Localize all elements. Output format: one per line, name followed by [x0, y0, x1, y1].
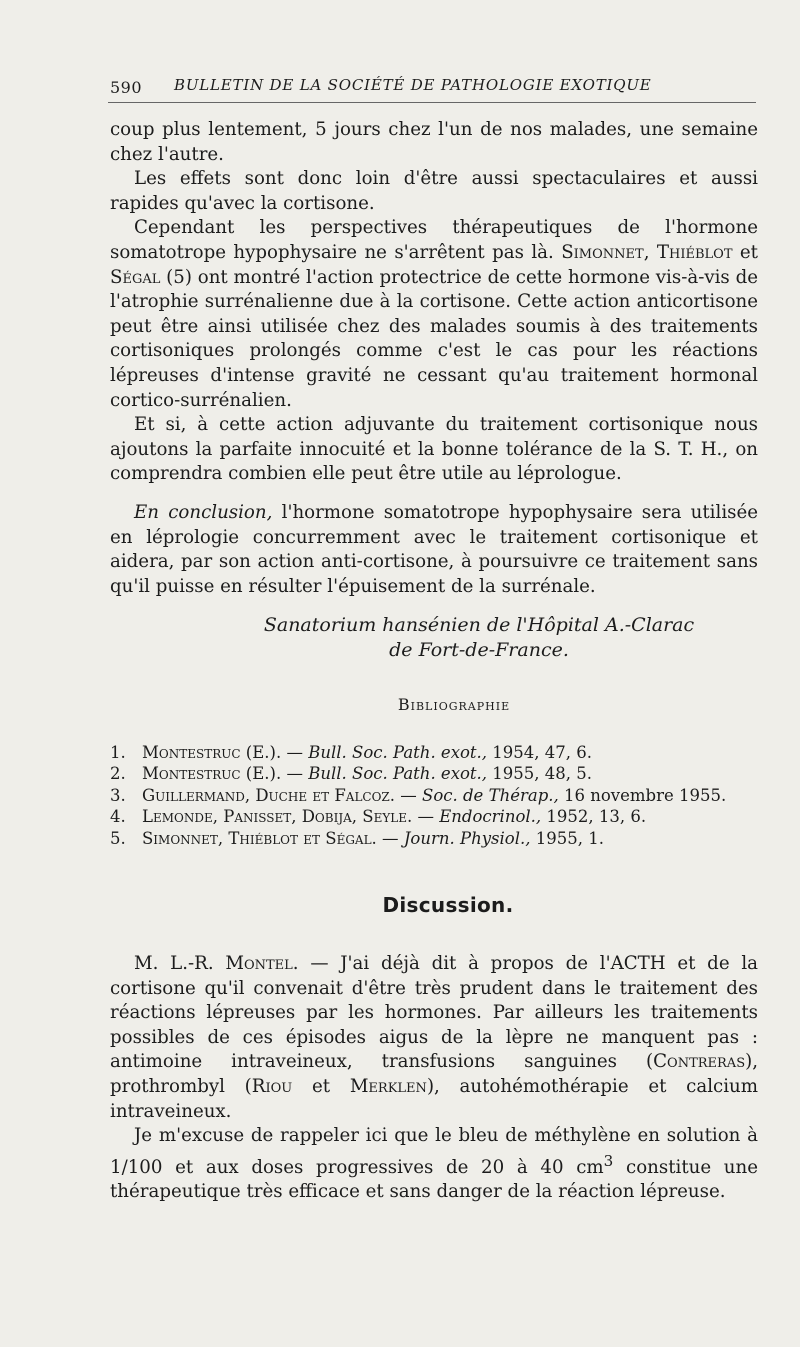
reference-sep: — — [376, 828, 404, 848]
article-body — [110, 118, 758, 1205]
text-run: ), prothrombyl ( — [110, 1051, 758, 1097]
text-run: et — [311, 1075, 331, 1097]
reference-sep: — — [281, 742, 309, 762]
discussion-section — [110, 952, 758, 1205]
header-rule — [108, 102, 756, 103]
reference-number: 4. — [110, 807, 126, 827]
reference-journal: Endocrinol., — [439, 807, 542, 827]
conclusion-lead: En conclusion, — [134, 501, 273, 523]
reference-text — [142, 763, 758, 785]
signature-line: de Fort-de-France. — [389, 639, 569, 662]
bibliography-heading: Bibliographie — [397, 695, 511, 715]
text-run: ), autohémothérapie et calcium intraveineux. — [110, 1075, 758, 1122]
reference-details: 1952, 13, 6. — [541, 807, 647, 827]
reference-journal: Bull. Soc. Path. exot., — [308, 764, 488, 784]
reference-text — [142, 806, 758, 828]
discussion-heading: Discussion. — [382, 893, 514, 918]
reference-text — [142, 828, 758, 850]
reference-details: 16 novembre 1955. — [558, 785, 727, 805]
reference-journal: Soc. de Thérap., — [422, 785, 559, 805]
superscript: 3 — [603, 1151, 614, 1170]
author-name: Merklen — [349, 1075, 427, 1097]
page-number: 590 — [110, 78, 143, 97]
reference-text — [142, 785, 758, 807]
author-name: Riou — [251, 1075, 293, 1097]
paragraph — [110, 952, 758, 1124]
affiliation-signature — [110, 613, 758, 663]
reference-details: 1954, 47, 6. — [487, 742, 593, 762]
reference-item — [110, 763, 758, 785]
paragraph: Les effets sont donc loin d'être aussi spectaculaires et aussi rapides qu'avec la cortisone. — [110, 168, 758, 214]
reference-number: 5. — [110, 828, 126, 848]
reference-item — [110, 828, 758, 850]
reference-journal: Journ. Physiol., — [403, 828, 531, 848]
text-run: Cependant les perspectives thérapeutiques de l'hormone somatotrope hypophysaire ne s'arrêtent pas là. — [110, 217, 758, 263]
reference-authors: Lemonde, Panisset, Dobija, Seyle. — [142, 807, 413, 827]
author-name: Simonnet — [561, 241, 644, 263]
author-name: Ségal — [110, 266, 161, 288]
reference-sep: — — [281, 764, 309, 784]
reference-authors: Montestruc (E.). — [142, 742, 282, 762]
running-header — [110, 76, 754, 102]
text-run: — J'ai déjà dit à propos de l'ACTH et de la cortisone qu'il convenait d'être très prudent dans le traitement des réactions lépreuses par les hormones. Par ailleurs les traitements possibles de ces épisodes aigus de la lèpre ne manquent pas : antimoine intraveineux, transfusions sanguines ( — [110, 952, 758, 1073]
reference-sep: — — [395, 785, 423, 805]
reference-number: 1. — [110, 742, 126, 762]
reference-authors: Simonnet, Thiéblot et Ségal. — [142, 828, 377, 848]
reference-authors: Guillermand, Duche et Falcoz. — [142, 785, 396, 805]
paragraph: coup plus lentement, 5 jours chez l'un de nos malades, une semaine chez l'autre. — [110, 119, 758, 165]
reference-details: 1955, 48, 5. — [487, 764, 593, 784]
reference-number: 2. — [110, 764, 126, 784]
speaker-name: M. L.-R. Montel. — [134, 952, 299, 974]
reference-number: 3. — [110, 785, 126, 805]
text-run: constitue une thérapeutique très efficace et sans danger de la réaction lépreuse. — [110, 1156, 758, 1203]
conclusion-paragraph — [110, 501, 758, 599]
author-name: Thiéblot — [656, 241, 733, 263]
reference-list — [110, 742, 758, 850]
reference-item — [110, 785, 758, 807]
reference-details: 1955, 1. — [530, 828, 604, 848]
reference-authors: Montestruc (E.). — [142, 764, 282, 784]
text-run: Je m'excuse de rappeler ici que le bleu de méthylène en solution à 1/100 et aux doses progressives de 20 à 40 cm — [110, 1125, 758, 1178]
text-run: et — [739, 241, 758, 263]
reference-item — [110, 806, 758, 828]
reference-item — [110, 742, 758, 764]
text-run: l'hormone somatotrope hypophysaire sera utilisée en léprologie concurremment avec le traitement cortisonique et aidera, par son action anti-cortisone, à poursuivre ce traitement sans qu'il puisse en résulter l'épuisement de la surrénale. — [110, 501, 758, 597]
paragraph — [110, 1124, 758, 1205]
paragraph: Et si, à cette action adjuvante du traitement cortisonique nous ajoutons la parfaite innocuité et la bonne tolérance de la S. T. H., on comprendra combien elle peut être utile au léprologue. — [110, 414, 758, 485]
journal-title: BULLETIN DE LA SOCIÉTÉ DE PATHOLOGIE EXOTIQUE — [174, 76, 652, 94]
reference-journal: Bull. Soc. Path. exot., — [308, 742, 488, 762]
signature-line: Sanatorium hansénien de l'Hôpital A.-Clarac — [263, 614, 695, 637]
paragraph — [110, 216, 758, 413]
text-run: , — [643, 241, 650, 263]
text-run: (5) ont montré l'action protectrice de cette hormone vis-à-vis de l'atrophie surrénalienne due à la cortisone. Cette action anticortisone peut être ainsi utilisée chez des malades soumis à des traitements cortisoniques prolongés comme c'est le cas pour les réactions lépreuses d'intense gravité ne cessant qu'au traitement hormonal cortico-surrénalien. — [110, 266, 758, 411]
reference-text — [142, 742, 758, 764]
author-name: Contreras — [653, 1051, 746, 1073]
reference-sep: — — [412, 807, 440, 827]
